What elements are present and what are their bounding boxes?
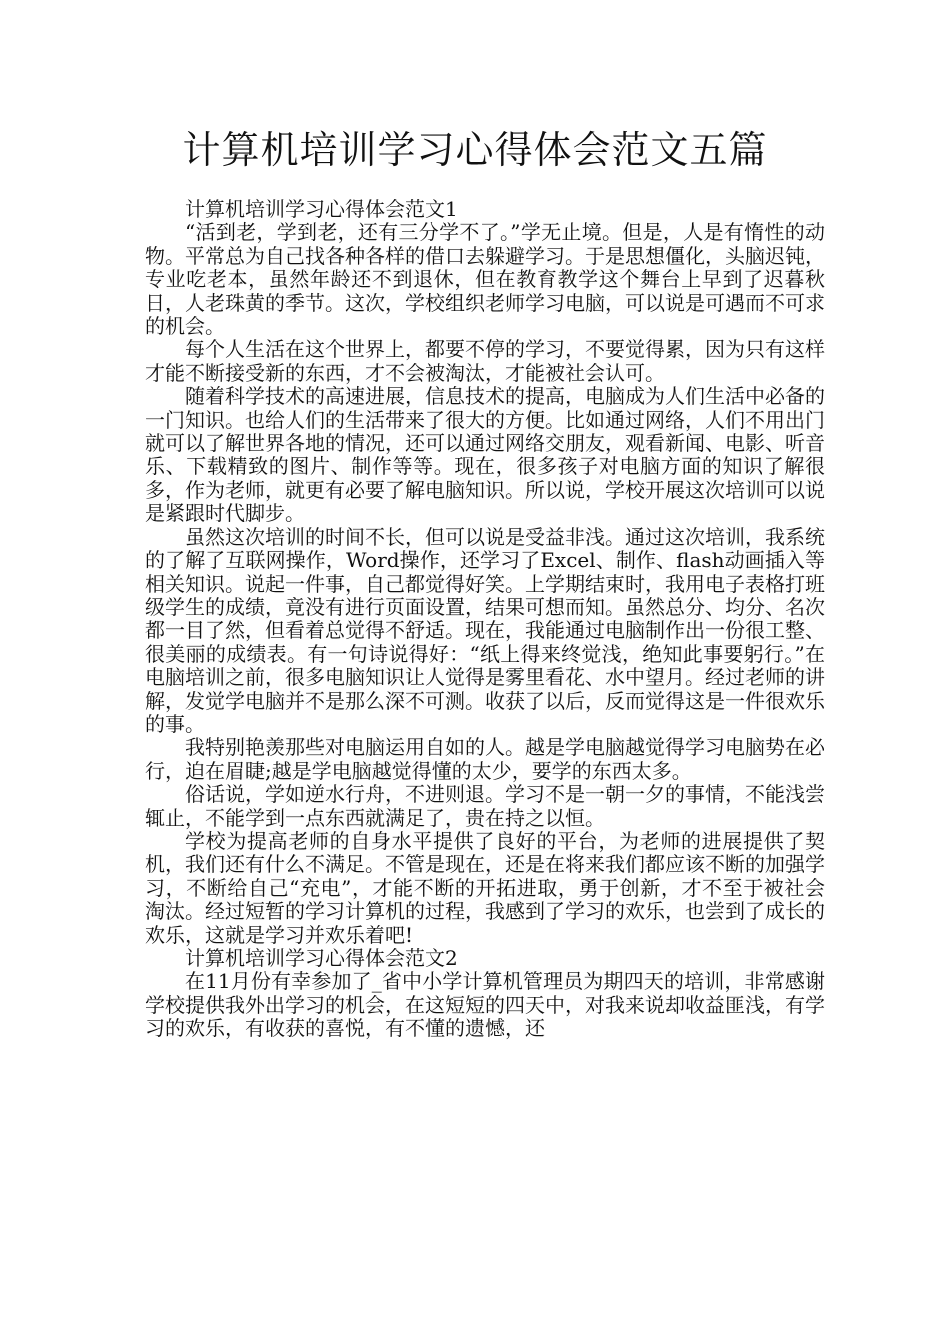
document-body [145, 198, 825, 1041]
paragraph: 在11月份有幸参加了_省中小学计算机管理员为期四天的培训，非常感谢学校提供我外出学习的机会，在这短短的四天中，对我来说却收益匪浅，有学习的欢乐，有收获的喜悦，有不懂的遗憾，还 [145, 969, 825, 1041]
paragraph: 虽然这次培训的时间不长，但可以说是受益非浅。通过这次培训，我系统的了解了互联网操作，Word操作，还学习了Excel、制作、flash动画插入等相关知识。说起一件事，自己都觉得好笑。上学期结束时，我用电子表格打班级学生的成绩，竟没有进行页面设置，结果可想而知。虽然总分、均分、名次都一目了然，但看着总觉得不舒适。现在，我能通过电脑制作出一份很工整、很美丽的成绩表。有一句诗说得好：“纸上得来终觉浅，绝知此事要躬行。”在电脑培训之前，很多电脑知识让人觉得是雾里看花、水中望月。经过老师的讲解，发觉学电脑并不是那么深不可测。收获了以后，反而觉得这是一件很欢乐的事。 [145, 524, 825, 736]
paragraph: 每个人生活在这个世界上，都要不停的学习，不要觉得累，因为只有这样才能不断接受新的东西，才不会被淘汰，才能被社会认可。 [145, 337, 825, 385]
section-heading-2: 计算机培训学习心得体会范文2 [185, 946, 458, 970]
document-title: 计算机培训学习心得体会范文五篇 [182, 128, 768, 172]
paragraph: 学校为提高老师的自身水平提供了良好的平台，为老师的进展提供了契机，我们还有什么不满足。不管是现在，还是在将来我们都应该不断的加强学习，不断给自己“充电”，才能不断的开拓进取，勇于创新，才不至于被社会淘汰。经过短暂的学习计算机的过程，我感到了学习的欢乐，也尝到了成长的欢乐，这就是学习并欢乐着吧! [145, 828, 825, 947]
paragraph: 俗话说，学如逆水行舟，不进则退。学习不是一朝一夕的事情，不能浅尝辄止，不能学到一点东西就满足了，贵在持之以恒。 [145, 782, 825, 830]
paragraph: 随着科学技术的高速进展，信息技术的提高，电脑成为人们生活中必备的一门知识。也给人们的生活带来了很大的方便。比如通过网络，人们不用出门就可以了解世界各地的情况，还可以通过网络交朋友，观看新闻、电影、听音乐、下载精致的图片、制作等等。现在，很多孩子对电脑方面的知识了解很多，作为老师，就更有必要了解电脑知识。所以说，学校开展这次培训可以说是紧跟时代脚步。 [145, 384, 825, 526]
paragraph: “活到老，学到老，还有三分学不了。”学无止境。但是，人是有惰性的动物。平常总为自己找各种各样的借口去躲避学习。于是思想僵化，头脑迟钝，专业吃老本，虽然年龄还不到退休，但在教育教学这个舞台上早到了迟暮秋日，人老珠黄的季节。这次，学校组织老师学习电脑，可以说是可遇而不可求的机会。 [145, 220, 825, 339]
section-heading-1: 计算机培训学习心得体会范文1 [185, 197, 458, 221]
paragraph: 我特别艳羡那些对电脑运用自如的人。越是学电脑越觉得学习电脑势在必行，迫在眉睫;越是学电脑越觉得懂的太少，要学的东西太多。 [145, 735, 825, 783]
